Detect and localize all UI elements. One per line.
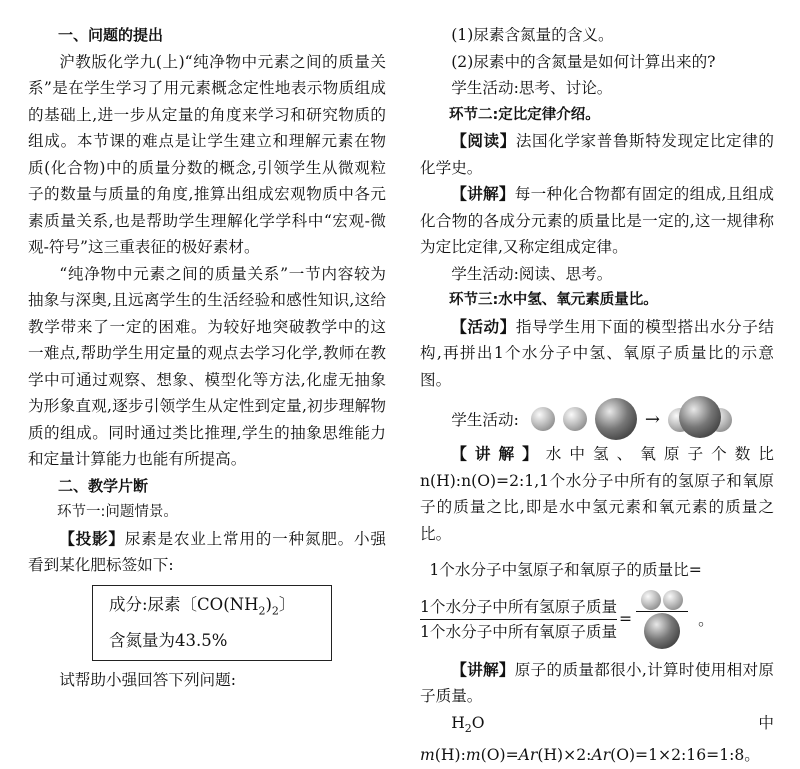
student-activity-3-label: 学生活动: xyxy=(451,411,519,429)
arrow-icon: → xyxy=(644,408,660,430)
student-activity-2: 学生活动:阅读、思考。 xyxy=(451,264,613,283)
molecule-model-row xyxy=(420,397,774,441)
ratio-equation xyxy=(420,590,774,649)
paragraph-projection xyxy=(28,526,386,579)
fraction-period: 。 xyxy=(698,611,714,629)
paragraph-explain-1 xyxy=(420,181,774,261)
water-oxygen xyxy=(679,396,721,438)
paragraph-intro: 沪教版化学九(上)“纯净物中元素之间的质量关系”是在学生学习了用元素概念定性地表示物质组成的基础上,进一步从定量的角度来学习和研究物质的组成。本节课的难点是让学生建立和理解元素在物质(化合物)中的质量分数的概念,引领学生从微观粒子的数量与质量的角度,推算出组成宏观物质中各元素质量关系,也是帮助学生理解化学学科中“宏观-微观-符号”这三重表征的极好素材。 xyxy=(28,52,386,256)
explain-text-2: 水中氢、氧原子个数比n(H):n(O)=2:1,1个水分子中所有的氢原子和氧原子的质量之比,即是水中氢元素和氧元素的质量之比。 xyxy=(420,445,774,543)
segment-2-title: 环节二:定比定律介绍。 xyxy=(449,106,600,123)
question-1: (1)尿素含氮量的含义。 xyxy=(451,26,614,44)
paragraph-difficulty: “纯净物中元素之间的质量关系”一节内容较为抽象与深奥,且远离学生的生活经验和感性知识,这给教学带来了一定的困难。为较好地突破教学中的这一难点,帮助学生用定量的观点去学习化学,教师在教学中可通过观察、想象、模型化等方法,化虚无抽象为形象直观,逐步引领学生从定性到定量,初步理解物质的组成。同时通过类比推理,学生的抽象思维能力和定量计算能力也能有所提高。 xyxy=(28,264,386,468)
question-2: (2)尿素中的含氮量是如何计算出来的? xyxy=(451,52,716,71)
picture-fraction-bar xyxy=(636,611,688,612)
fertilizer-label-box xyxy=(92,585,332,661)
activity-text: 指导学生用下面的模型搭出水分子结构,再拼出1个水分子中氢、氧原子质量比的示意图。 xyxy=(420,317,774,389)
fraction-denominator: 1个水分子中所有氧原子质量 xyxy=(420,622,618,641)
paragraph-read xyxy=(420,128,774,181)
right-column xyxy=(420,0,774,769)
explain-text-1: 每一种化合物都有固定的组成,且组成化合物的各成分元素的质量比是一定的,这一规律称为定比定律,又称定组成定律。 xyxy=(420,185,774,256)
explain-text-3: 原子的质量都很小,计算时使用相对原子质量。 xyxy=(420,660,774,705)
picture-numerator xyxy=(641,590,683,610)
fraction-numerator: 1个水分子中所有氢原子质量 xyxy=(420,597,618,616)
read-text: 法国化学家普鲁斯特发现定比定律的化学史。 xyxy=(420,132,774,177)
paragraph-explain-2 xyxy=(420,441,774,547)
hydrogen-atom-model-1 xyxy=(531,407,555,431)
fraction-oxygen xyxy=(644,613,680,649)
section-heading-2: 二、教学片断 xyxy=(58,476,149,495)
student-activity-1: 学生活动:思考、讨论。 xyxy=(451,79,613,97)
water-molecule-model xyxy=(668,396,732,442)
atom-picture-fraction xyxy=(636,590,688,649)
activity-tag: 【活动】 xyxy=(451,317,516,336)
projection-text: 尿素是农业上常用的一种氮肥。小强看到某化肥标签如下: xyxy=(28,529,386,574)
paragraph-explain-3 xyxy=(420,657,774,710)
projection-tag: 【投影】 xyxy=(59,529,125,548)
label-line-composition: 成分:尿素〔$CO(NH_2)_2$〕 xyxy=(109,594,296,617)
equals-sign: = xyxy=(619,610,633,628)
fraction-hydrogen-1 xyxy=(641,590,661,610)
read-tag: 【阅读】 xyxy=(451,132,516,150)
explain-tag-2: 【讲解】 xyxy=(451,445,546,463)
oxygen-atom-model xyxy=(595,398,637,440)
explain-tag-1: 【讲解】 xyxy=(451,185,515,203)
label-line-nitrogen: 含氮量为43.5% xyxy=(109,630,228,650)
segment-3-title: 环节三:水中氢、氧元素质量比。 xyxy=(449,292,658,308)
hydrogen-atom-model-2 xyxy=(563,407,587,431)
section-heading-1: 一、问题的提出 xyxy=(58,26,164,44)
paragraph-activity xyxy=(420,314,774,394)
fraction-hydrogen-2 xyxy=(663,590,683,610)
explain-tag-3: 【讲解】 xyxy=(451,660,515,679)
paragraph-help: 试帮助小强回答下列问题: xyxy=(59,670,236,689)
segment-1-title: 环节一:问题情景。 xyxy=(57,504,178,520)
mass-fraction xyxy=(420,595,617,644)
left-column xyxy=(28,0,386,693)
ratio-title: 1个水分子中氢原子和氧原子的质量比= xyxy=(429,561,702,579)
mass-ratio-formula: $H_2O$中m(H):m(O)=Ar(H)×2:Ar(O)=1×2:16=1:8。 xyxy=(420,713,774,765)
